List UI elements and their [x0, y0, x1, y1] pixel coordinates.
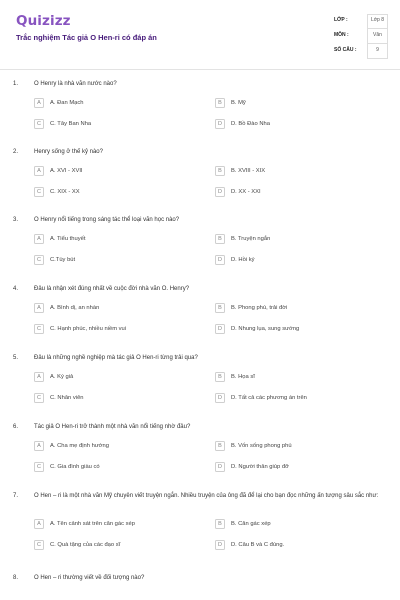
answer-option-b[interactable]: [215, 234, 385, 244]
answer-option-b[interactable]: [215, 166, 385, 176]
option-text: C. XIX - XX: [50, 188, 80, 195]
answer-option-a[interactable]: [34, 441, 204, 451]
option-letter-box: A: [34, 234, 44, 244]
option-letter-box: D: [215, 187, 225, 197]
option-text: A. Cha mẹ định hướng: [50, 442, 109, 449]
header-divider: [0, 69, 400, 70]
option-text: D. Tất cả các phương án trên: [231, 394, 307, 401]
option-letter-box: D: [215, 119, 225, 129]
answer-option-b[interactable]: [215, 372, 385, 382]
meta-row-count: [334, 44, 388, 59]
worksheet-header: [0, 0, 400, 68]
option-letter-box: D: [215, 324, 225, 334]
worksheet-meta-table: [334, 14, 388, 59]
option-text: D. Nhung lụa, sung sướng: [231, 325, 300, 332]
meta-label: LỚP :: [334, 17, 348, 23]
answer-option-d[interactable]: [215, 324, 385, 334]
question-number: 6.: [13, 424, 19, 430]
question-number: 4.: [13, 286, 19, 292]
option-text: D. XX - XXI: [231, 188, 261, 195]
option-letter-box: D: [215, 462, 225, 472]
option-letter-box: B: [215, 372, 225, 382]
question-text: Đâu là những nghề nghiệp mà tác giả O Hen-ri từng trải qua?: [34, 355, 198, 361]
option-text: C. Quà tặng của các đạo sĩ: [50, 541, 121, 548]
option-letter-box: C: [34, 540, 44, 550]
meta-value: 9: [376, 47, 379, 53]
option-text: A. Bình dị, an nhàn: [50, 304, 100, 311]
option-text: A. Ký giả: [50, 373, 74, 380]
question-text: Tác giả O Hen-ri trở thành một nhà văn nổi tiếng nhờ đâu?: [34, 424, 191, 430]
page-title: Trắc nghiệm Tác giả O Hen-ri có đáp án: [16, 33, 157, 42]
option-text: C. Hạnh phúc, nhiều niềm vui: [50, 325, 127, 332]
option-text: B. Họa sĩ: [231, 373, 255, 380]
answer-option-a[interactable]: [34, 166, 204, 176]
answer-option-b[interactable]: [215, 519, 385, 529]
option-text: B. Vốn sống phong phú: [231, 442, 292, 449]
option-letter-box: A: [34, 519, 44, 529]
question-text: O Henry là nhà văn nước nào?: [34, 81, 117, 87]
option-text: D. Câu B và C đúng.: [231, 541, 285, 548]
option-text: D. Hồi ký: [231, 256, 255, 263]
option-letter-box: B: [215, 441, 225, 451]
meta-value: Văn: [373, 32, 382, 38]
answer-option-d[interactable]: [215, 393, 385, 403]
meta-row-grade: [334, 14, 388, 29]
answer-option-c[interactable]: [34, 187, 204, 197]
option-letter-box: B: [215, 303, 225, 313]
answer-option-a[interactable]: [34, 234, 204, 244]
option-text: D. Bồ Đào Nha: [231, 120, 270, 127]
question-text: O Henry nổi tiếng trong sáng tác thể loại văn học nào?: [34, 217, 180, 223]
option-text: A. Đan Mạch: [50, 99, 84, 106]
option-letter-box: B: [215, 98, 225, 108]
answer-option-a[interactable]: [34, 303, 204, 313]
option-letter-box: C: [34, 462, 44, 472]
question-number: 2.: [13, 149, 19, 155]
answer-option-b[interactable]: [215, 441, 385, 451]
option-letter-box: A: [34, 441, 44, 451]
option-letter-box: D: [215, 255, 225, 265]
option-letter-box: D: [215, 393, 225, 403]
option-letter-box: C: [34, 187, 44, 197]
answer-option-c[interactable]: [34, 540, 204, 550]
answer-option-c[interactable]: [34, 462, 204, 472]
option-text: B. Căn gác xép: [231, 520, 271, 527]
option-text: B. XVIII - XIX: [231, 167, 266, 174]
option-letter-box: C: [34, 324, 44, 334]
answer-option-c[interactable]: [34, 119, 204, 129]
quizizz-logo: Quizizz: [16, 13, 71, 29]
answer-option-d[interactable]: [215, 462, 385, 472]
option-letter-box: B: [215, 519, 225, 529]
option-text: C. Gia đình giàu có: [50, 463, 100, 470]
option-letter-box: C: [34, 119, 44, 129]
option-letter-box: D: [215, 540, 225, 550]
meta-row-subject: [334, 29, 388, 44]
option-letter-box: A: [34, 372, 44, 382]
answer-option-a[interactable]: [34, 519, 204, 529]
answer-option-d[interactable]: [215, 119, 385, 129]
question-number: 3.: [13, 217, 19, 223]
question-text: O Hen – ri là một nhà văn Mỹ chuyên viết truyện ngắn. Nhiều truyện của ông đã để lại cho bạn đọc những ấn tượng sâu sắc như:: [34, 493, 379, 499]
question-number: 1.: [13, 81, 19, 87]
answer-option-d[interactable]: [215, 187, 385, 197]
question-text: Đâu là nhận xét đúng nhất về cuộc đời nhà văn O. Henry?: [34, 286, 190, 292]
option-letter-box: A: [34, 166, 44, 176]
question-number: 8.: [13, 575, 19, 581]
option-letter-box: A: [34, 303, 44, 313]
answer-option-c[interactable]: [34, 255, 204, 265]
option-letter-box: B: [215, 234, 225, 244]
question-text: Henry sống ở thế kỷ nào?: [34, 149, 103, 155]
option-text: B. Phong phú, trải đời: [231, 304, 288, 311]
option-letter-box: B: [215, 166, 225, 176]
option-text: C. Tây Ban Nha: [50, 120, 92, 127]
answer-option-c[interactable]: [34, 393, 204, 403]
option-text: B. Truyện ngắn: [231, 235, 271, 242]
question-number: 5.: [13, 355, 19, 361]
option-text: D. Người thân giúp đỡ: [231, 463, 289, 470]
answer-option-b[interactable]: [215, 303, 385, 313]
option-letter-box: C: [34, 393, 44, 403]
meta-value: Lớp 8: [370, 17, 384, 23]
option-text: C. Nhân viên: [50, 394, 84, 401]
option-letter-box: C: [34, 255, 44, 265]
answer-option-a[interactable]: [34, 98, 204, 108]
answer-option-d[interactable]: [215, 255, 385, 265]
answer-option-d[interactable]: [215, 540, 385, 550]
option-text: A. XVI - XVII: [50, 167, 83, 174]
meta-label: MÔN :: [334, 32, 349, 38]
option-text: C.Tùy bút: [50, 256, 76, 263]
meta-label: SỐ CÂU :: [334, 47, 357, 53]
option-text: A. Tiểu thuyết: [50, 235, 86, 242]
option-text: B. Mỹ: [231, 99, 246, 106]
answer-option-b[interactable]: [215, 98, 385, 108]
answer-option-a[interactable]: [34, 372, 204, 382]
option-text: A. Tên cảnh sát trên căn gác xép: [50, 520, 135, 527]
answer-option-c[interactable]: [34, 324, 204, 334]
option-letter-box: A: [34, 98, 44, 108]
question-text: O Hen – ri thường viết về đối tượng nào?: [34, 575, 145, 581]
question-number: 7.: [13, 493, 19, 499]
